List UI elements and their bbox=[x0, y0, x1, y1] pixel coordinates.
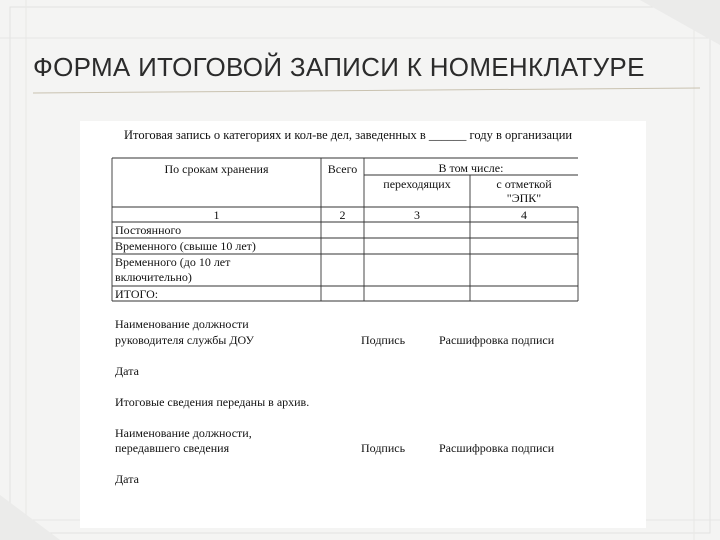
sender-position-line2: передавшего сведения bbox=[115, 441, 230, 455]
row-label-temp-over-10: Временного (свыше 10 лет) bbox=[115, 239, 256, 253]
header-total: Всего bbox=[327, 162, 358, 176]
signature-label-1: Подпись bbox=[361, 333, 406, 347]
archive-note: Итоговые сведения переданы в архив. bbox=[115, 395, 310, 409]
form-heading: Итоговая запись о категориях и кол-ве дел, заведенных в ______ году в организации bbox=[124, 128, 573, 142]
header-carried: переходящих bbox=[383, 177, 451, 191]
col-number-1: 1 bbox=[213, 208, 220, 222]
position-title-line2: руководителя службы ДОУ bbox=[115, 333, 255, 347]
document-form bbox=[80, 121, 646, 528]
header-epk-line2: "ЭПК" bbox=[506, 191, 542, 205]
row-label-total: ИТОГО: bbox=[115, 287, 159, 301]
signature-label-2: Подпись bbox=[361, 441, 406, 455]
header-retention: По срокам хранения bbox=[164, 162, 269, 176]
col-number-3: 3 bbox=[414, 208, 420, 222]
signature-decoding-2: Расшифровка подписи bbox=[439, 441, 555, 455]
date-label-1: Дата bbox=[115, 364, 139, 378]
col-number-2: 2 bbox=[339, 208, 346, 222]
slide-title: ФОРМА ИТОГОВОЙ ЗАПИСИ К НОМЕНКЛАТУРЕ bbox=[33, 52, 645, 82]
sender-position-line1: Наименование должности, bbox=[115, 426, 252, 440]
header-including: В том числе: bbox=[438, 161, 504, 175]
header-epk-line1: с отметкой bbox=[496, 177, 552, 191]
date-label-2: Дата bbox=[115, 472, 139, 486]
row-label-temp-up-to-10: Временного (до 10 лет bbox=[115, 255, 231, 269]
row-label-temp-up-to-10-cont: включительно) bbox=[115, 270, 192, 284]
col-number-4: 4 bbox=[521, 208, 527, 222]
position-title-line1: Наименование должности bbox=[115, 317, 249, 331]
row-label-permanent: Постоянного bbox=[115, 223, 182, 237]
signature-decoding-1: Расшифровка подписи bbox=[439, 333, 555, 347]
